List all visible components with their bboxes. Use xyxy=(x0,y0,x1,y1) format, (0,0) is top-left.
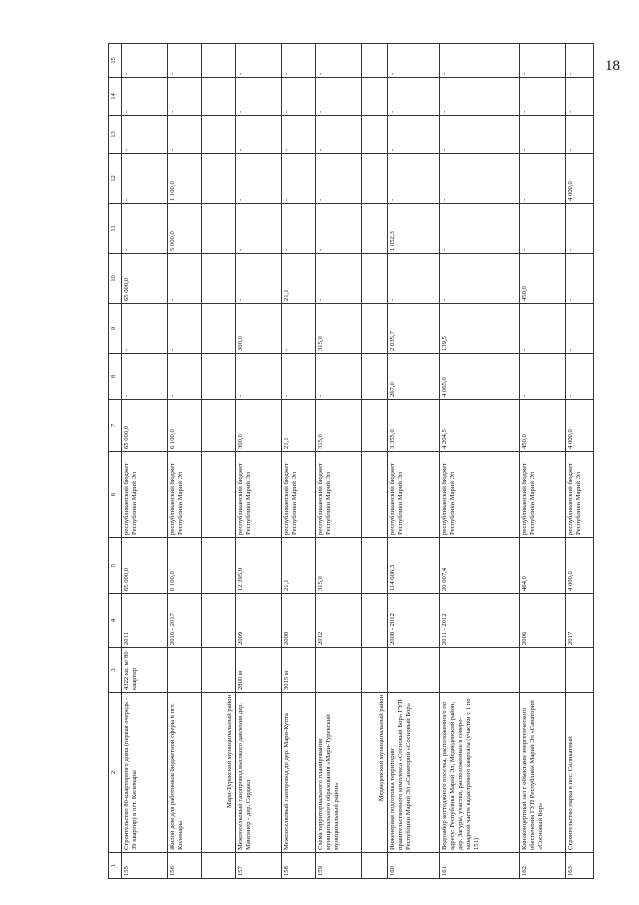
table-cell-years: 2016 - 2017 xyxy=(168,594,202,648)
table-cell-c13: - xyxy=(168,116,202,154)
table-cell-c15: - xyxy=(236,44,282,78)
table-cell-c9: - xyxy=(168,304,202,354)
table-cell-id: 160 xyxy=(388,853,440,879)
table-cell-c12: - xyxy=(440,154,520,204)
table-cell-c12: 4 000,0 xyxy=(566,154,594,204)
table-cell-years: 2009 xyxy=(236,594,282,648)
table-cell-c8: 267,0 xyxy=(388,354,440,400)
table-cell-id xyxy=(362,853,388,879)
table-cell-id: 162 xyxy=(520,853,566,879)
table-cell-c12: - xyxy=(236,154,282,204)
table-cell-id: 158 xyxy=(282,853,316,879)
table-cell-years: 2011 - 2012 xyxy=(440,594,520,648)
table-cell-total: 21,1 xyxy=(282,538,316,594)
col-header: 6 xyxy=(109,452,122,538)
table-cell-capacity xyxy=(362,648,388,693)
table-cell-c9: - xyxy=(520,304,566,354)
table-row xyxy=(122,44,168,879)
col-header: 15 xyxy=(109,44,122,78)
table-cell-c14: - xyxy=(168,78,202,116)
table-row xyxy=(520,44,566,879)
col-header: 1 xyxy=(109,853,122,879)
table-cell-total: 65 000,0 xyxy=(122,538,168,594)
rotated-table-stage xyxy=(108,44,628,879)
table-cell-c13: - xyxy=(122,116,168,154)
table-cell-source: республиканский бюджет Республики Марий Эл xyxy=(316,452,362,538)
table-cell-c7: 315,0 xyxy=(316,400,362,452)
table-cell-c10 xyxy=(202,254,236,304)
table-row xyxy=(168,44,202,879)
table-cell-years xyxy=(362,594,388,648)
table-cell-name: Мари-Турекский муниципальный район xyxy=(202,693,236,853)
table-cell-c11: - xyxy=(520,204,566,254)
table-cell-source xyxy=(202,452,236,538)
table-cell-total xyxy=(362,538,388,594)
col-header: 9 xyxy=(109,304,122,354)
district-row xyxy=(202,44,236,879)
table-cell-c15: - xyxy=(566,44,594,78)
table-cell-c15 xyxy=(362,44,388,78)
table-cell-c12: 1 100,0 xyxy=(168,154,202,204)
table-cell-c7: 65 000,0 xyxy=(122,400,168,452)
table-cell-c7: 450,0 xyxy=(520,400,566,452)
table-cell-c8 xyxy=(362,354,388,400)
table-cell-capacity xyxy=(202,648,236,693)
table-cell-c9: 300,0 xyxy=(236,304,282,354)
table-cell-c10 xyxy=(362,254,388,304)
table-cell-c9: 2 035,7 xyxy=(388,304,440,354)
table-cell-c9 xyxy=(202,304,236,354)
table-cell-name: Схема территориального планирования муниципального образования «Мари-Турекский муниципальный район» xyxy=(316,693,362,853)
table-cell-c11: 5 000,0 xyxy=(168,204,202,254)
table-cell-c9: - xyxy=(566,304,594,354)
table-cell-c15: - xyxy=(440,44,520,78)
table-cell-years: 2008 xyxy=(282,594,316,648)
table-cell-name: Инженерная подготовка территории правительственного комплекса «Сосновый Бор» ГУП Республики Марий Эл «Санаторий «Сосновый Бор» xyxy=(388,693,440,853)
table-cell-years: 2011 xyxy=(122,594,168,648)
table-cell-c14: - xyxy=(122,78,168,116)
table-cell-years: 2008 - 2012 xyxy=(388,594,440,648)
table-cell-c7: 3 355,0 xyxy=(388,400,440,452)
table-cell-c11: - xyxy=(566,204,594,254)
table-cell-name: Медведевский муниципальный район xyxy=(362,693,388,853)
table-cell-years: 2017 xyxy=(566,594,594,648)
table-cell-capacity xyxy=(520,648,566,693)
page-number: 18 xyxy=(605,58,620,74)
table-cell-c12: - xyxy=(282,154,316,204)
table-row xyxy=(316,44,362,879)
table-cell-c12: - xyxy=(520,154,566,204)
table-cell-source: республиканский бюджет Республики Марий Эл xyxy=(520,452,566,538)
table-cell-total: 315,0 xyxy=(316,538,362,594)
table-cell-c14: - xyxy=(388,78,440,116)
table-cell-total: 12 395,9 xyxy=(236,538,282,594)
table-cell-c12: - xyxy=(388,154,440,204)
table-header xyxy=(109,44,122,879)
table-cell-total xyxy=(202,538,236,594)
table-cell-c14: - xyxy=(236,78,282,116)
table-cell-c9: - xyxy=(122,304,168,354)
table-cell-c8: - xyxy=(520,354,566,400)
table-row xyxy=(236,44,282,879)
table-cell-capacity xyxy=(316,648,362,693)
table-cell-c7: 300,0 xyxy=(236,400,282,452)
table-cell-years xyxy=(202,594,236,648)
table-cell-name: Межпоселковый газопровод высокого давления дер. Мансинер - дер. Сардаял xyxy=(236,693,282,853)
table-cell-c8: - xyxy=(168,354,202,400)
table-cell-name: Водозабор коттеджного поселка, расположенного по адресу: Республика Марий Эл, Медведевский район, дер. Загуры, участки, расположенные в северо-западной части кадастрового квартала (участки с 1 по 151) xyxy=(440,693,520,853)
table-cell-c13: - xyxy=(388,116,440,154)
table-cell-c11: - xyxy=(440,204,520,254)
col-header: 11 xyxy=(109,204,122,254)
table-cell-id xyxy=(202,853,236,879)
table-row xyxy=(566,44,594,879)
table-cell-c15: - xyxy=(122,44,168,78)
table-cell-c13: - xyxy=(282,116,316,154)
table-cell-capacity xyxy=(566,648,594,693)
table-cell-c14: - xyxy=(440,78,520,116)
col-header: 12 xyxy=(109,154,122,204)
table-cell-id: 157 xyxy=(236,853,282,879)
col-header: 3 xyxy=(109,648,122,693)
table-cell-c13: - xyxy=(440,116,520,154)
table-cell-c15: - xyxy=(316,44,362,78)
table-cell-c15: - xyxy=(282,44,316,78)
table-cell-c10: 65 000,0 xyxy=(122,254,168,304)
table-cell-name: Строительство 80-квартирного дома (первая очередь - 39 квартир) в пгт. Килемары xyxy=(122,693,168,853)
table-cell-c8: - xyxy=(566,354,594,400)
rotated-table xyxy=(108,44,628,879)
table-cell-id: 159 xyxy=(316,853,362,879)
table-cell-c8: - xyxy=(236,354,282,400)
header-row xyxy=(109,44,122,879)
table-cell-source xyxy=(362,452,388,538)
table-cell-c13: - xyxy=(316,116,362,154)
table-cell-capacity xyxy=(168,648,202,693)
table-cell-c13: - xyxy=(520,116,566,154)
table-cell-c11: 1 052,3 xyxy=(388,204,440,254)
table-cell-c10: - xyxy=(316,254,362,304)
table-cell-total: 6 100,0 xyxy=(168,538,202,594)
table-cell-c10: - xyxy=(388,254,440,304)
table-cell-c14: - xyxy=(282,78,316,116)
table-cell-c10: 21,1 xyxy=(282,254,316,304)
table-cell-c14 xyxy=(362,78,388,116)
table-cell-id: 156 xyxy=(168,853,202,879)
table-cell-c10: 450,0 xyxy=(520,254,566,304)
table-cell-name: Межпоселковый газопровод до дер. Мари-Купта xyxy=(282,693,316,853)
table-cell-c13: - xyxy=(236,116,282,154)
table-cell-id: 163 xyxy=(566,853,594,879)
table-cell-source: республиканский бюджет Республики Марий Эл xyxy=(236,452,282,538)
table-cell-source: республиканский бюджет Республики Марий Эл xyxy=(440,452,520,538)
table-cell-c14: - xyxy=(316,78,362,116)
table-cell-source: республиканский бюджет Республики Марий Эл xyxy=(168,452,202,538)
table-cell-source: республиканский бюджет Республики Марий Эл xyxy=(122,452,168,538)
table-cell-c8: - xyxy=(316,354,362,400)
table-cell-capacity: 2800 м xyxy=(236,648,282,693)
table-cell-c11: - xyxy=(316,204,362,254)
table-cell-c14 xyxy=(202,78,236,116)
table-cell-c14: - xyxy=(520,78,566,116)
table-cell-c9: - xyxy=(282,304,316,354)
table-cell-id: 161 xyxy=(440,853,520,879)
budget-table xyxy=(108,43,594,879)
table-cell-c7: 4 204,5 xyxy=(440,400,520,452)
table-cell-capacity xyxy=(388,648,440,693)
table-cell-c13 xyxy=(202,116,236,154)
table-cell-c10: - xyxy=(236,254,282,304)
table-cell-c7 xyxy=(202,400,236,452)
table-cell-c10: - xyxy=(566,254,594,304)
table-cell-c9 xyxy=(362,304,388,354)
col-header: 7 xyxy=(109,400,122,452)
table-cell-c7: 4 000,0 xyxy=(566,400,594,452)
table-cell-capacity: 3015 м xyxy=(282,648,316,693)
table-cell-c15: - xyxy=(520,44,566,78)
table-body xyxy=(122,44,594,879)
table-cell-c14: - xyxy=(566,78,594,116)
table-cell-c12 xyxy=(202,154,236,204)
table-row xyxy=(282,44,316,879)
table-cell-c11 xyxy=(202,204,236,254)
table-cell-source: республиканский бюджет Республики Марий Эл xyxy=(388,452,440,538)
table-cell-c12: - xyxy=(316,154,362,204)
table-cell-name: Киноконцертный зал с объектами энергетического обеспечения ГУП Республики Марий Эл «Санаторий «Сосновый Бор» xyxy=(520,693,566,853)
table-cell-c8 xyxy=(202,354,236,400)
table-cell-c11: - xyxy=(236,204,282,254)
table-cell-c9: 139,5 xyxy=(440,304,520,354)
table-cell-c15: - xyxy=(168,44,202,78)
table-cell-c11: - xyxy=(282,204,316,254)
col-header: 4 xyxy=(109,594,122,648)
table-cell-c7 xyxy=(362,400,388,452)
table-cell-name: Жилой дом для работников бюджетной сферы в пгт. Килемары xyxy=(168,693,202,853)
table-cell-c7: 6 100,0 xyxy=(168,400,202,452)
col-header: 10 xyxy=(109,254,122,304)
table-cell-total: 114 606,3 xyxy=(388,538,440,594)
table-cell-total: 4 000,0 xyxy=(566,538,594,594)
table-cell-id: 155 xyxy=(122,853,168,879)
table-row xyxy=(440,44,520,879)
table-cell-source: республиканский бюджет Республики Марий Эл xyxy=(282,452,316,538)
table-cell-c10: - xyxy=(440,254,520,304)
col-header: 2 xyxy=(109,693,122,853)
col-header: 8 xyxy=(109,354,122,400)
table-cell-total: 20 007,4 xyxy=(440,538,520,594)
table-cell-c10: - xyxy=(168,254,202,304)
table-row xyxy=(388,44,440,879)
table-cell-capacity xyxy=(440,648,520,693)
table-cell-years: 2006 xyxy=(520,594,566,648)
table-cell-c9: 315,0 xyxy=(316,304,362,354)
col-header: 13 xyxy=(109,116,122,154)
col-header: 14 xyxy=(109,78,122,116)
table-cell-c8: - xyxy=(122,354,168,400)
table-cell-name: Строительство парка в пос. Силикатный xyxy=(566,693,594,853)
table-cell-c12: - xyxy=(122,154,168,204)
table-cell-c15: - xyxy=(388,44,440,78)
table-cell-c15 xyxy=(202,44,236,78)
table-cell-c13: - xyxy=(566,116,594,154)
table-cell-c13 xyxy=(362,116,388,154)
table-cell-c8: - xyxy=(282,354,316,400)
table-cell-c11 xyxy=(362,204,388,254)
table-cell-c7: 21,1 xyxy=(282,400,316,452)
col-header: 5 xyxy=(109,538,122,594)
table-cell-source: республиканский бюджет Республики Марий Эл xyxy=(566,452,594,538)
table-cell-c11: - xyxy=(122,204,168,254)
table-cell-c12 xyxy=(362,154,388,204)
table-cell-capacity: 4322 кв. м/ 80 квартир xyxy=(122,648,168,693)
table-cell-years: 2012 xyxy=(316,594,362,648)
table-cell-c8: 4 065,0 xyxy=(440,354,520,400)
table-cell-total: 464,0 xyxy=(520,538,566,594)
district-row xyxy=(362,44,388,879)
